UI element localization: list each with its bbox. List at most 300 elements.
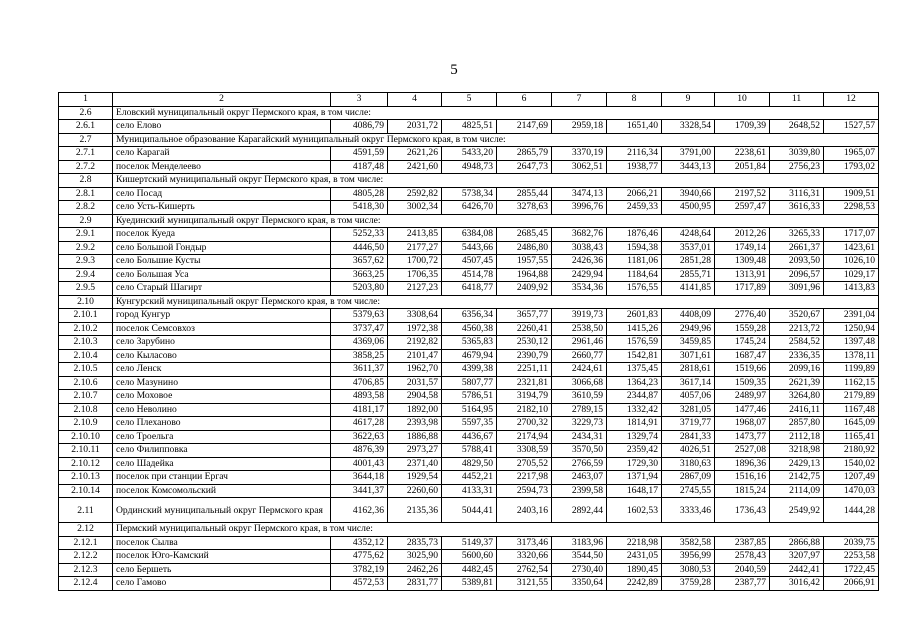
value-cell: 4507,45 [442, 255, 497, 269]
value-cell: 5433,20 [442, 147, 497, 161]
page-number: 5 [450, 62, 458, 78]
value-cell: 3229,73 [552, 417, 607, 431]
value-cell: 2142,75 [770, 471, 824, 485]
value-cell: 2462,26 [388, 563, 442, 577]
value-cell: 2442,41 [770, 563, 824, 577]
value-cell: 3080,53 [662, 563, 715, 577]
value-cell: 4408,09 [662, 309, 715, 323]
section-row [59, 133, 879, 147]
settlement-name: село Ленск [113, 363, 331, 377]
table-row [59, 417, 879, 431]
value-cell: 2260,60 [388, 484, 442, 498]
value-cell: 3328,54 [662, 120, 715, 134]
settlement-name: село Плеханово [113, 417, 331, 431]
row-code: 2.10.4 [59, 349, 113, 363]
value-cell: 4436,67 [442, 430, 497, 444]
settlement-name: поселок Сылва [113, 536, 331, 550]
table-row [59, 147, 879, 161]
value-cell: 3443,13 [662, 160, 715, 174]
value-cell: 3194,79 [497, 390, 552, 404]
value-cell: 2213,72 [770, 322, 824, 336]
value-cell: 3611,37 [331, 363, 388, 377]
value-cell: 2387,85 [715, 536, 770, 550]
value-cell: 4500,95 [662, 201, 715, 215]
value-cell: 4591,59 [331, 147, 388, 161]
value-cell: 3441,37 [331, 484, 388, 498]
value-cell: 3066,68 [552, 376, 607, 390]
value-cell: 2413,85 [388, 228, 442, 242]
value-cell: 1645,09 [824, 417, 879, 431]
section-title: Куединский муниципальный округ Пермского края, в том числе: [113, 214, 879, 228]
value-cell: 4706,85 [331, 376, 388, 390]
value-cell: 1313,91 [715, 268, 770, 282]
column-number: 10 [715, 93, 770, 107]
value-cell: 3320,66 [497, 550, 552, 564]
column-number: 7 [552, 93, 607, 107]
value-cell: 2321,81 [497, 376, 552, 390]
value-cell: 3264,80 [770, 390, 824, 404]
value-cell: 2099,16 [770, 363, 824, 377]
value-cell: 2031,57 [388, 376, 442, 390]
settlement-name: село Мазунино [113, 376, 331, 390]
value-cell: 1815,24 [715, 484, 770, 498]
table-row [59, 228, 879, 242]
row-code: 2.10.8 [59, 403, 113, 417]
value-cell: 3759,28 [662, 577, 715, 591]
value-cell: 2818,61 [662, 363, 715, 377]
column-number: 8 [607, 93, 662, 107]
value-cell: 2841,33 [662, 430, 715, 444]
settlement-name: поселок Семсовхоз [113, 322, 331, 336]
section-title: Кунгурский муниципальный округ Пермского края, в том числе: [113, 295, 879, 309]
value-cell: 3791,00 [662, 147, 715, 161]
value-cell: 1364,23 [607, 376, 662, 390]
value-cell: 2892,44 [552, 498, 607, 523]
table-row [59, 336, 879, 350]
column-number-row [59, 93, 879, 107]
settlement-name: Ординский муниципальный округ Пермского края [113, 498, 331, 523]
value-cell: 2431,05 [607, 550, 662, 564]
settlement-name: село Большая Уса [113, 268, 331, 282]
settlement-name: село Филипповка [113, 444, 331, 458]
row-code: 2.10.13 [59, 471, 113, 485]
value-cell: 4187,48 [331, 160, 388, 174]
value-cell: 4572,53 [331, 577, 388, 591]
table-row [59, 282, 879, 296]
value-cell: 3121,55 [497, 577, 552, 591]
row-code: 2.10.1 [59, 309, 113, 323]
value-cell: 2745,55 [662, 484, 715, 498]
value-cell: 1706,35 [388, 268, 442, 282]
value-cell: 4057,06 [662, 390, 715, 404]
value-cell: 4805,28 [331, 187, 388, 201]
value-cell: 3534,36 [552, 282, 607, 296]
value-cell: 3218,98 [770, 444, 824, 458]
row-code: 2.9 [59, 214, 113, 228]
column-number: 4 [388, 93, 442, 107]
column-number: 9 [662, 93, 715, 107]
table-row [59, 536, 879, 550]
table-row [59, 268, 879, 282]
value-cell: 2393,98 [388, 417, 442, 431]
value-cell: 2096,57 [770, 268, 824, 282]
value-cell: 1745,24 [715, 336, 770, 350]
value-cell: 2434,31 [552, 430, 607, 444]
value-cell: 1814,91 [607, 417, 662, 431]
value-cell: 3333,46 [662, 498, 715, 523]
value-cell: 1602,53 [607, 498, 662, 523]
settlement-name: село Кыласово [113, 349, 331, 363]
value-cell: 6356,34 [442, 309, 497, 323]
row-code: 2.10.10 [59, 430, 113, 444]
value-cell: 2391,04 [824, 309, 879, 323]
value-cell: 3544,50 [552, 550, 607, 564]
value-cell: 1371,94 [607, 471, 662, 485]
value-cell: 3038,43 [552, 241, 607, 255]
table-row [59, 403, 879, 417]
value-cell: 2416,11 [770, 403, 824, 417]
row-code: 2.7 [59, 133, 113, 147]
value-cell: 4829,50 [442, 457, 497, 471]
value-cell: 2218,98 [607, 536, 662, 550]
value-cell: 5149,37 [442, 536, 497, 550]
value-cell: 2012,26 [715, 228, 770, 242]
value-cell: 3657,77 [497, 309, 552, 323]
value-cell: 3459,85 [662, 336, 715, 350]
value-cell: 2197,52 [715, 187, 770, 201]
value-cell: 2429,94 [552, 268, 607, 282]
value-cell: 2066,21 [607, 187, 662, 201]
value-cell: 1651,40 [607, 120, 662, 134]
value-cell: 3919,73 [552, 309, 607, 323]
value-cell: 1962,70 [388, 363, 442, 377]
column-number: 1 [59, 93, 113, 107]
table-row [59, 376, 879, 390]
value-cell: 2242,89 [607, 577, 662, 591]
section-row [59, 523, 879, 537]
settlement-name: поселок Куеда [113, 228, 331, 242]
value-cell: 1167,48 [824, 403, 879, 417]
value-cell: 3474,13 [552, 187, 607, 201]
row-code: 2.7.2 [59, 160, 113, 174]
table-body [59, 106, 879, 590]
value-cell: 1413,83 [824, 282, 879, 296]
value-cell: 5252,33 [331, 228, 388, 242]
value-cell: 1516,16 [715, 471, 770, 485]
value-cell: 1964,88 [497, 268, 552, 282]
value-cell: 1477,46 [715, 403, 770, 417]
value-cell: 2359,42 [607, 444, 662, 458]
value-cell: 1909,51 [824, 187, 879, 201]
value-cell: 3682,76 [552, 228, 607, 242]
table-row [59, 120, 879, 134]
table-row [59, 187, 879, 201]
value-cell: 1972,38 [388, 322, 442, 336]
value-cell: 1542,81 [607, 349, 662, 363]
value-cell: 1876,46 [607, 228, 662, 242]
value-cell: 2855,71 [662, 268, 715, 282]
value-cell: 2766,59 [552, 457, 607, 471]
value-cell: 3570,50 [552, 444, 607, 458]
value-cell: 2578,43 [715, 550, 770, 564]
table-row [59, 255, 879, 269]
settlement-name: село Елово [113, 120, 331, 134]
value-cell: 3644,18 [331, 471, 388, 485]
value-cell: 2421,60 [388, 160, 442, 174]
value-cell: 2260,41 [497, 322, 552, 336]
value-cell: 2180,92 [824, 444, 879, 458]
row-code: 2.12.4 [59, 577, 113, 591]
table-row [59, 457, 879, 471]
section-title: Пермский муниципальный округ Пермского края, в том числе: [113, 523, 879, 537]
value-cell: 1648,17 [607, 484, 662, 498]
row-code: 2.10.5 [59, 363, 113, 377]
row-code: 2.10.3 [59, 336, 113, 350]
value-cell: 6426,70 [442, 201, 497, 215]
value-cell: 2973,27 [388, 444, 442, 458]
value-cell: 1165,41 [824, 430, 879, 444]
value-cell: 5807,77 [442, 376, 497, 390]
value-cell: 4133,31 [442, 484, 497, 498]
value-cell: 3025,90 [388, 550, 442, 564]
section-row [59, 106, 879, 120]
value-cell: 3782,19 [331, 563, 388, 577]
table-row [59, 160, 879, 174]
value-cell: 2961,46 [552, 336, 607, 350]
value-cell: 3173,46 [497, 536, 552, 550]
value-cell: 2251,11 [497, 363, 552, 377]
value-cell: 2660,77 [552, 349, 607, 363]
value-cell: 3002,34 [388, 201, 442, 215]
value-cell: 2756,23 [770, 160, 824, 174]
value-cell: 2904,58 [388, 390, 442, 404]
value-cell: 3350,64 [552, 577, 607, 591]
row-code: 2.7.1 [59, 147, 113, 161]
settlement-name: село Шадейка [113, 457, 331, 471]
value-cell: 2127,23 [388, 282, 442, 296]
value-cell: 5788,41 [442, 444, 497, 458]
value-cell: 2387,77 [715, 577, 770, 591]
value-cell: 3180,63 [662, 457, 715, 471]
value-cell: 1700,72 [388, 255, 442, 269]
row-code: 2.12.3 [59, 563, 113, 577]
value-cell: 2700,32 [497, 417, 552, 431]
value-cell: 2192,82 [388, 336, 442, 350]
value-cell: 5443,66 [442, 241, 497, 255]
value-cell: 2371,40 [388, 457, 442, 471]
table-row [59, 309, 879, 323]
value-cell: 1709,39 [715, 120, 770, 134]
section-title: Муниципальное образование Карагайский муниципальный округ Пермского края, в том числе: [113, 133, 879, 147]
value-cell: 2147,69 [497, 120, 552, 134]
settlement-name: село Большой Гондыр [113, 241, 331, 255]
value-cell: 2093,50 [770, 255, 824, 269]
value-cell: 2174,94 [497, 430, 552, 444]
value-cell: 2621,39 [770, 376, 824, 390]
table-row [59, 241, 879, 255]
column-number: 2 [113, 93, 331, 107]
value-cell: 2851,28 [662, 255, 715, 269]
value-cell: 1473,77 [715, 430, 770, 444]
value-cell: 3116,31 [770, 187, 824, 201]
table-row [59, 390, 879, 404]
row-code: 2.9.2 [59, 241, 113, 255]
value-cell: 4162,36 [331, 498, 388, 523]
tariff-table [58, 92, 879, 591]
settlement-name: село Усть-Кишерть [113, 201, 331, 215]
value-cell: 1375,45 [607, 363, 662, 377]
value-cell: 3940,66 [662, 187, 715, 201]
value-cell: 2486,80 [497, 241, 552, 255]
value-cell: 1886,88 [388, 430, 442, 444]
value-cell: 4446,50 [331, 241, 388, 255]
value-cell: 1509,35 [715, 376, 770, 390]
value-cell: 1250,94 [824, 322, 879, 336]
value-cell: 2489,97 [715, 390, 770, 404]
row-code: 2.10.9 [59, 417, 113, 431]
value-cell: 4248,64 [662, 228, 715, 242]
value-cell: 2217,98 [497, 471, 552, 485]
value-cell: 5365,83 [442, 336, 497, 350]
table-row [59, 563, 879, 577]
value-cell: 1207,49 [824, 471, 879, 485]
settlement-name: село Посад [113, 187, 331, 201]
row-code: 2.10.6 [59, 376, 113, 390]
value-cell: 4482,45 [442, 563, 497, 577]
value-cell: 1527,57 [824, 120, 879, 134]
value-cell: 2776,40 [715, 309, 770, 323]
value-cell: 3663,25 [331, 268, 388, 282]
value-cell: 2031,72 [388, 120, 442, 134]
value-cell: 3996,76 [552, 201, 607, 215]
value-cell: 3657,62 [331, 255, 388, 269]
value-cell: 5738,34 [442, 187, 497, 201]
value-cell: 2112,18 [770, 430, 824, 444]
value-cell: 2647,73 [497, 160, 552, 174]
value-cell: 1938,77 [607, 160, 662, 174]
value-cell: 4399,38 [442, 363, 497, 377]
value-cell: 1444,28 [824, 498, 879, 523]
value-cell: 4617,28 [331, 417, 388, 431]
value-cell: 2661,37 [770, 241, 824, 255]
value-cell: 2959,18 [552, 120, 607, 134]
value-cell: 3617,14 [662, 376, 715, 390]
value-cell: 2949,96 [662, 322, 715, 336]
value-cell: 2399,58 [552, 484, 607, 498]
value-cell: 2424,61 [552, 363, 607, 377]
column-number: 3 [331, 93, 388, 107]
value-cell: 1736,43 [715, 498, 770, 523]
table-row [59, 201, 879, 215]
value-cell: 1309,48 [715, 255, 770, 269]
value-cell: 1957,55 [497, 255, 552, 269]
value-cell: 1329,74 [607, 430, 662, 444]
value-cell: 2597,47 [715, 201, 770, 215]
value-cell: 1890,45 [607, 563, 662, 577]
row-code: 2.10 [59, 295, 113, 309]
value-cell: 2116,34 [607, 147, 662, 161]
row-code: 2.8.1 [59, 187, 113, 201]
value-cell: 1968,07 [715, 417, 770, 431]
value-cell: 1594,38 [607, 241, 662, 255]
value-cell: 2762,54 [497, 563, 552, 577]
value-cell: 2459,33 [607, 201, 662, 215]
column-number: 5 [442, 93, 497, 107]
row-code: 2.10.12 [59, 457, 113, 471]
value-cell: 2344,87 [607, 390, 662, 404]
row-code: 2.9.3 [59, 255, 113, 269]
value-cell: 2114,09 [770, 484, 824, 498]
value-cell: 4893,58 [331, 390, 388, 404]
value-cell: 2857,80 [770, 417, 824, 431]
table-row [59, 430, 879, 444]
settlement-name: село Карагай [113, 147, 331, 161]
settlement-name: город Кунгур [113, 309, 331, 323]
value-cell: 4948,73 [442, 160, 497, 174]
value-cell: 4560,38 [442, 322, 497, 336]
row-code: 2.12.1 [59, 536, 113, 550]
row-code: 2.9.4 [59, 268, 113, 282]
value-cell: 2594,73 [497, 484, 552, 498]
table-row [59, 363, 879, 377]
value-cell: 2789,15 [552, 403, 607, 417]
settlement-name: село Зарубино [113, 336, 331, 350]
value-cell: 2298,53 [824, 201, 879, 215]
value-cell: 1793,02 [824, 160, 879, 174]
table-row [59, 444, 879, 458]
value-cell: 5786,51 [442, 390, 497, 404]
value-cell: 1470,03 [824, 484, 879, 498]
section-row [59, 295, 879, 309]
column-number: 6 [497, 93, 552, 107]
value-cell: 2855,44 [497, 187, 552, 201]
value-cell: 4369,06 [331, 336, 388, 350]
settlement-name: село Неволино [113, 403, 331, 417]
value-cell: 2527,08 [715, 444, 770, 458]
value-cell: 2135,36 [388, 498, 442, 523]
table-row [59, 550, 879, 564]
value-cell: 2835,73 [388, 536, 442, 550]
value-cell: 1540,02 [824, 457, 879, 471]
value-cell: 4001,43 [331, 457, 388, 471]
value-cell: 2040,59 [715, 563, 770, 577]
value-cell: 2601,83 [607, 309, 662, 323]
row-code: 2.8 [59, 174, 113, 188]
value-cell: 5044,41 [442, 498, 497, 523]
value-cell: 1576,55 [607, 282, 662, 296]
row-code: 2.9.1 [59, 228, 113, 242]
row-code: 2.10.14 [59, 484, 113, 498]
value-cell: 3062,51 [552, 160, 607, 174]
value-cell: 3183,96 [552, 536, 607, 550]
table-row [59, 577, 879, 591]
value-cell: 3308,64 [388, 309, 442, 323]
settlement-name: поселок при станции Ергач [113, 471, 331, 485]
value-cell: 2426,36 [552, 255, 607, 269]
value-cell: 4086,79 [331, 120, 388, 134]
value-cell: 2390,79 [497, 349, 552, 363]
value-cell: 3582,58 [662, 536, 715, 550]
value-cell: 1965,07 [824, 147, 879, 161]
value-cell: 2403,16 [497, 498, 552, 523]
value-cell: 1559,28 [715, 322, 770, 336]
value-cell: 3520,67 [770, 309, 824, 323]
table-row [59, 484, 879, 498]
settlement-name: село Старый Шагирт [113, 282, 331, 296]
row-code: 2.11 [59, 498, 113, 523]
value-cell: 2866,88 [770, 536, 824, 550]
table-row [59, 471, 879, 485]
